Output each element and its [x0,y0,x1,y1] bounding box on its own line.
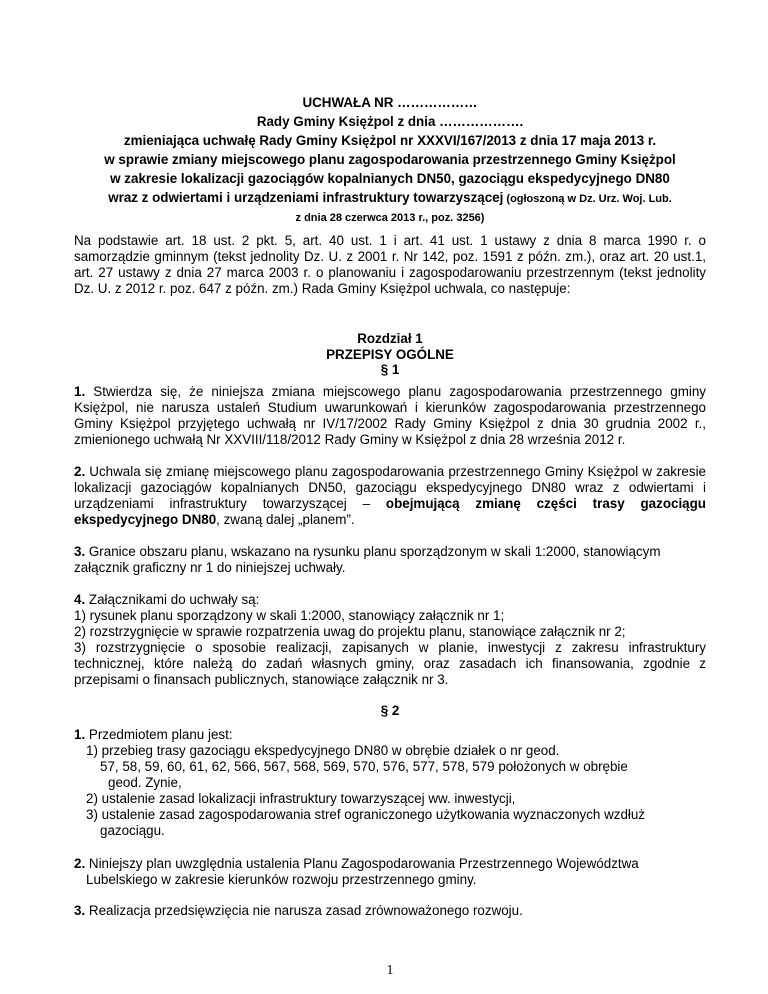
list-item-cont: 57, 58, 59, 60, 61, 62, 566, 567, 568, 569, 570, 576, 577, 578, 579 położonych w obrębie [100,759,628,774]
chapter-title: Rozdział 1 [357,331,423,346]
list-item: 2) rozstrzygnięcie w sprawie rozpatrzenia uwag do projektu planu, stanowiące załącznik nr 2; [74,624,626,639]
list-item: 3) rozstrzygnięcie o sposobie realizacji, zapisanych w planie, inwestycji z zakresu infrastruktury technicznej, które należą do zadań własnych gminy, oraz zasadach ich finansowania, zgodnie z przepisami o finansach publicznych, stanowiące załącznik nr 3. [74,640,706,687]
header-amending: zmieniająca uchwałę Rady Gminy Księżpol nr XXXVI/167/2013 z dnia 17 maja 2013 r. [123,133,657,148]
s1-paragraph-3: 3. Granice obszaru planu, wskazano na rysunku planu sporządzonym w skali 1:2000, stanowiącym załącznik graficzny nr 1 do niniejszej uchwały. [74,544,661,575]
list-item-cont: gazociągu. [100,823,165,838]
resolution-header [74,93,706,228]
list-item: 3) ustalenie zasad zagospodarowania stref ograniczonego użytkowania wyznaczonych wzdłuż [86,807,646,822]
s2-paragraph-3: 3. Realizacja przedsięwzięcia nie narusza zasad zrównoważonego rozwoju. [74,903,523,918]
list-item: 2) ustalenie zasad lokalizacji infrastruktury towarzyszącej ww. inwestycji, [86,791,516,806]
s1-paragraph-1: 1. Stwierdza się, że niniejsza zmiana miejscowego planu zagospodarowania przestrzennego gminy Księżpol, nie narusza ustaleń Studium uwarunkowań i kierunków zagospodarowania przestrzennego Gminy Księżpol przyjętego uchwałą nr IV/17/2002 Rady Gminy Księżpol z dnia 30 grudnia 2002 r., zmienionego uchwałą Nr XXVIII/118/2012 Rady Gminy w Księżpol z dnia 28 września 2012 r. [74,384,706,447]
header-publication: z dnia 28 czerwca 2013 r., poz. 3256) [295,212,485,224]
page-number: 1 [386,963,394,978]
list-item-cont: geod. Zynie, [108,775,182,790]
s1-paragraph-4: 4. Załącznikami do uchwały są: 1) rysunek planu sporządzony w skali 1:2000, stanowiący załącznik nr 1; 2) rozstrzygnięcie w sprawie rozpatrzenia uwag do projektu planu, stanowiące załącznik nr 2; 3) rozstrzygnięcie o sposobie realizacji, zapisanych w planie, inwestycji z zakresu infrastruktury technicznej, które należą do zadań własnych gminy, oraz zasadach ich finansowania, zgodnie z przepisami o finansach publicznych, stanowiące załącznik nr 3. [74,592,706,687]
s2-paragraph-1: 1. Przedmiotem planu jest: 1) przebieg trasy gazociągu ekspedycyjnego DN80 w obrębie działek o nr geod. 57, 58, 59, 60, 61, 62, 566, 567, 568, 569, 570, 576, 577, 578, 579 położonych w obrębie geod. Zynie, 2) ustalenie zasad lokalizacji infrastruktury towarzyszącej ww. inwestycji, 3) ustalenie zasad zagospodarowania stref ograniczonego użytkowania wyznaczonych wzdłuż gazociągu. [74,727,706,839]
header-council: Rady Gminy Księżpol z dnia ………………. [256,114,524,129]
section-2-heading: § 2 [380,703,400,718]
header-title: UCHWAŁA NR ……………… [302,95,478,110]
list-item: 1) rysunek planu sporządzony w skali 1:2000, stanowiący załącznik nr 1; [74,608,505,623]
chapter-heading [74,331,706,363]
document-page [74,0,706,994]
preamble: Na podstawie art. 18 ust. 2 pkt. 5, art. 40 ust. 1 i art. 41 ust. 1 ustawy z dnia 8 marca 1990 r. o samorządzie gminnym (tekst jednolity Dz. U. z 2001 r. Nr 142, poz. 1591 z późn. zm.), oraz art. 20 ust.1, art. 27 ustawy z dnia 27 marca 2003 r. o planowaniu i zagospodarowaniu przestrzennym (tekst jednolity Dz. U. z 2012 r. poz. 647 z późn. zm.) Rada Gminy Księżpol uchwala, co następuje: [74,233,706,296]
header-scope: w zakresie lokalizacji gazociągów kopalnianych DN50, gazociągu ekspedycyjnego DN80 [110,171,670,186]
s1-paragraph-2: 2. Uchwala się zmianę miejscowego planu zagospodarowania przestrzennego Gminy Księżpol w zakresie lokalizacji gazociągów kopalnianych DN50, gazociągu ekspedycyjnego DN80 wraz z odwiertami i urządzeniami infrastruktury towarzyszącej – obejmującą zmianę części trasy gazociągu ekspedycyjnego DN80, zwaną dalej „planem”. [74,464,706,527]
header-subject: w sprawie zmiany miejscowego planu zagospodarowania przestrzennego Gminy Księżpol [104,152,676,167]
list-item: 1) przebieg trasy gazociągu ekspedycyjnego DN80 w obrębie działek o nr geod. [86,743,560,758]
chapter-subtitle: PRZEPISY OGÓLNE [326,347,454,362]
s2-paragraph-2: 2. Niniejszy plan uwzględnia ustalenia Planu Zagospodarowania Przestrzennego Województwa Lubelskiego w zakresie kierunków rozwoju przestrzennego gminy. [74,856,639,887]
section-1-heading: § 1 [380,362,400,377]
header-scope-cont: wraz z odwiertami i urządzeniami infrastruktury towarzyszącej (ogłoszoną w Dz. Urz. Woj. Lub. [108,190,672,205]
